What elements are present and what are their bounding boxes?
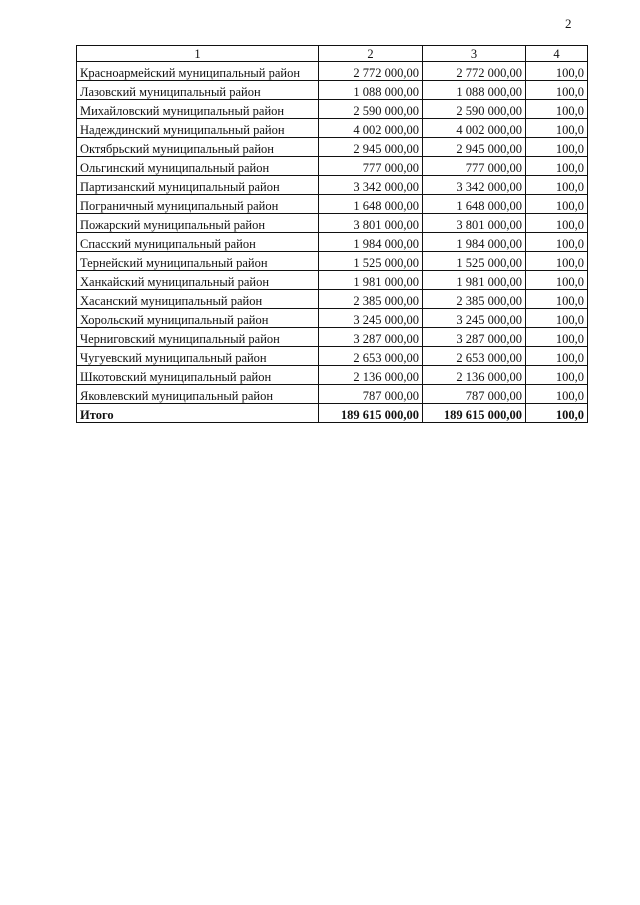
value-col3-cell: 2 385 000,00 bbox=[423, 290, 526, 309]
value-col4-cell: 100,0 bbox=[526, 404, 588, 423]
value-col2-cell: 3 245 000,00 bbox=[319, 309, 423, 328]
value-col4-cell: 100,0 bbox=[526, 385, 588, 404]
district-name-cell: Шкотовский муниципальный район bbox=[77, 366, 319, 385]
value-col2-cell: 3 801 000,00 bbox=[319, 214, 423, 233]
district-name-cell: Яковлевский муниципальный район bbox=[77, 385, 319, 404]
value-col3-cell: 1 088 000,00 bbox=[423, 81, 526, 100]
table-row bbox=[77, 366, 588, 385]
total-row bbox=[77, 404, 588, 423]
district-name-cell: Итого bbox=[77, 404, 319, 423]
table-row bbox=[77, 271, 588, 290]
value-col4-cell: 100,0 bbox=[526, 214, 588, 233]
table-row bbox=[77, 138, 588, 157]
district-name-cell: Тернейский муниципальный район bbox=[77, 252, 319, 271]
district-name-cell: Хасанский муниципальный район bbox=[77, 290, 319, 309]
budget-table bbox=[76, 45, 588, 423]
value-col4-cell: 100,0 bbox=[526, 138, 588, 157]
value-col3-cell: 3 287 000,00 bbox=[423, 328, 526, 347]
value-col4-cell: 100,0 bbox=[526, 195, 588, 214]
district-name-cell: Черниговский муниципальный район bbox=[77, 328, 319, 347]
table-header-row bbox=[77, 46, 588, 62]
value-col4-cell: 100,0 bbox=[526, 233, 588, 252]
table-row bbox=[77, 157, 588, 176]
table-row bbox=[77, 176, 588, 195]
column-header-3: 3 bbox=[423, 46, 526, 62]
table-row bbox=[77, 309, 588, 328]
table-row bbox=[77, 347, 588, 366]
value-col4-cell: 100,0 bbox=[526, 252, 588, 271]
value-col3-cell: 777 000,00 bbox=[423, 157, 526, 176]
table-row bbox=[77, 328, 588, 347]
value-col2-cell: 3 287 000,00 bbox=[319, 328, 423, 347]
value-col2-cell: 1 525 000,00 bbox=[319, 252, 423, 271]
value-col3-cell: 2 945 000,00 bbox=[423, 138, 526, 157]
value-col2-cell: 1 981 000,00 bbox=[319, 271, 423, 290]
value-col4-cell: 100,0 bbox=[526, 271, 588, 290]
table-row bbox=[77, 119, 588, 138]
column-header-1: 1 bbox=[77, 46, 319, 62]
value-col2-cell: 2 772 000,00 bbox=[319, 62, 423, 81]
value-col4-cell: 100,0 bbox=[526, 62, 588, 81]
district-name-cell: Лазовский муниципальный район bbox=[77, 81, 319, 100]
value-col3-cell: 1 981 000,00 bbox=[423, 271, 526, 290]
value-col3-cell: 2 653 000,00 bbox=[423, 347, 526, 366]
value-col3-cell: 1 525 000,00 bbox=[423, 252, 526, 271]
value-col4-cell: 100,0 bbox=[526, 119, 588, 138]
value-col3-cell: 1 984 000,00 bbox=[423, 233, 526, 252]
value-col2-cell: 2 136 000,00 bbox=[319, 366, 423, 385]
district-name-cell: Красноармейский муниципальный район bbox=[77, 62, 319, 81]
column-header-4: 4 bbox=[526, 46, 588, 62]
value-col2-cell: 1 648 000,00 bbox=[319, 195, 423, 214]
value-col4-cell: 100,0 bbox=[526, 347, 588, 366]
value-col4-cell: 100,0 bbox=[526, 81, 588, 100]
table-row bbox=[77, 252, 588, 271]
table-body bbox=[77, 62, 588, 423]
value-col3-cell: 2 590 000,00 bbox=[423, 100, 526, 119]
value-col2-cell: 4 002 000,00 bbox=[319, 119, 423, 138]
value-col4-cell: 100,0 bbox=[526, 157, 588, 176]
value-col2-cell: 2 653 000,00 bbox=[319, 347, 423, 366]
value-col3-cell: 189 615 000,00 bbox=[423, 404, 526, 423]
table-row bbox=[77, 290, 588, 309]
value-col3-cell: 787 000,00 bbox=[423, 385, 526, 404]
table-row bbox=[77, 100, 588, 119]
value-col4-cell: 100,0 bbox=[526, 176, 588, 195]
value-col3-cell: 3 245 000,00 bbox=[423, 309, 526, 328]
district-name-cell: Пограничный муниципальный район bbox=[77, 195, 319, 214]
value-col2-cell: 787 000,00 bbox=[319, 385, 423, 404]
page-number: 2 bbox=[565, 16, 572, 31]
value-col4-cell: 100,0 bbox=[526, 328, 588, 347]
value-col2-cell: 1 088 000,00 bbox=[319, 81, 423, 100]
table-row bbox=[77, 62, 588, 81]
district-name-cell: Ольгинский муниципальный район bbox=[77, 157, 319, 176]
value-col3-cell: 3 342 000,00 bbox=[423, 176, 526, 195]
table-row bbox=[77, 214, 588, 233]
district-name-cell: Пожарский муниципальный район bbox=[77, 214, 319, 233]
value-col3-cell: 2 772 000,00 bbox=[423, 62, 526, 81]
table-row bbox=[77, 385, 588, 404]
table-row bbox=[77, 195, 588, 214]
column-header-2: 2 bbox=[319, 46, 423, 62]
district-name-cell: Надеждинский муниципальный район bbox=[77, 119, 319, 138]
district-name-cell: Спасский муниципальный район bbox=[77, 233, 319, 252]
district-name-cell: Хорольский муниципальный район bbox=[77, 309, 319, 328]
district-name-cell: Михайловский муниципальный район bbox=[77, 100, 319, 119]
value-col2-cell: 2 385 000,00 bbox=[319, 290, 423, 309]
value-col3-cell: 1 648 000,00 bbox=[423, 195, 526, 214]
district-name-cell: Партизанский муниципальный район bbox=[77, 176, 319, 195]
district-name-cell: Октябрьский муниципальный район bbox=[77, 138, 319, 157]
value-col3-cell: 2 136 000,00 bbox=[423, 366, 526, 385]
value-col2-cell: 2 945 000,00 bbox=[319, 138, 423, 157]
value-col2-cell: 1 984 000,00 bbox=[319, 233, 423, 252]
value-col4-cell: 100,0 bbox=[526, 100, 588, 119]
value-col4-cell: 100,0 bbox=[526, 366, 588, 385]
value-col2-cell: 3 342 000,00 bbox=[319, 176, 423, 195]
district-name-cell: Ханкайский муниципальный район bbox=[77, 271, 319, 290]
table-row bbox=[77, 233, 588, 252]
value-col4-cell: 100,0 bbox=[526, 290, 588, 309]
value-col2-cell: 189 615 000,00 bbox=[319, 404, 423, 423]
value-col4-cell: 100,0 bbox=[526, 309, 588, 328]
value-col3-cell: 3 801 000,00 bbox=[423, 214, 526, 233]
district-name-cell: Чугуевский муниципальный район bbox=[77, 347, 319, 366]
value-col2-cell: 777 000,00 bbox=[319, 157, 423, 176]
value-col3-cell: 4 002 000,00 bbox=[423, 119, 526, 138]
table-row bbox=[77, 81, 588, 100]
value-col2-cell: 2 590 000,00 bbox=[319, 100, 423, 119]
